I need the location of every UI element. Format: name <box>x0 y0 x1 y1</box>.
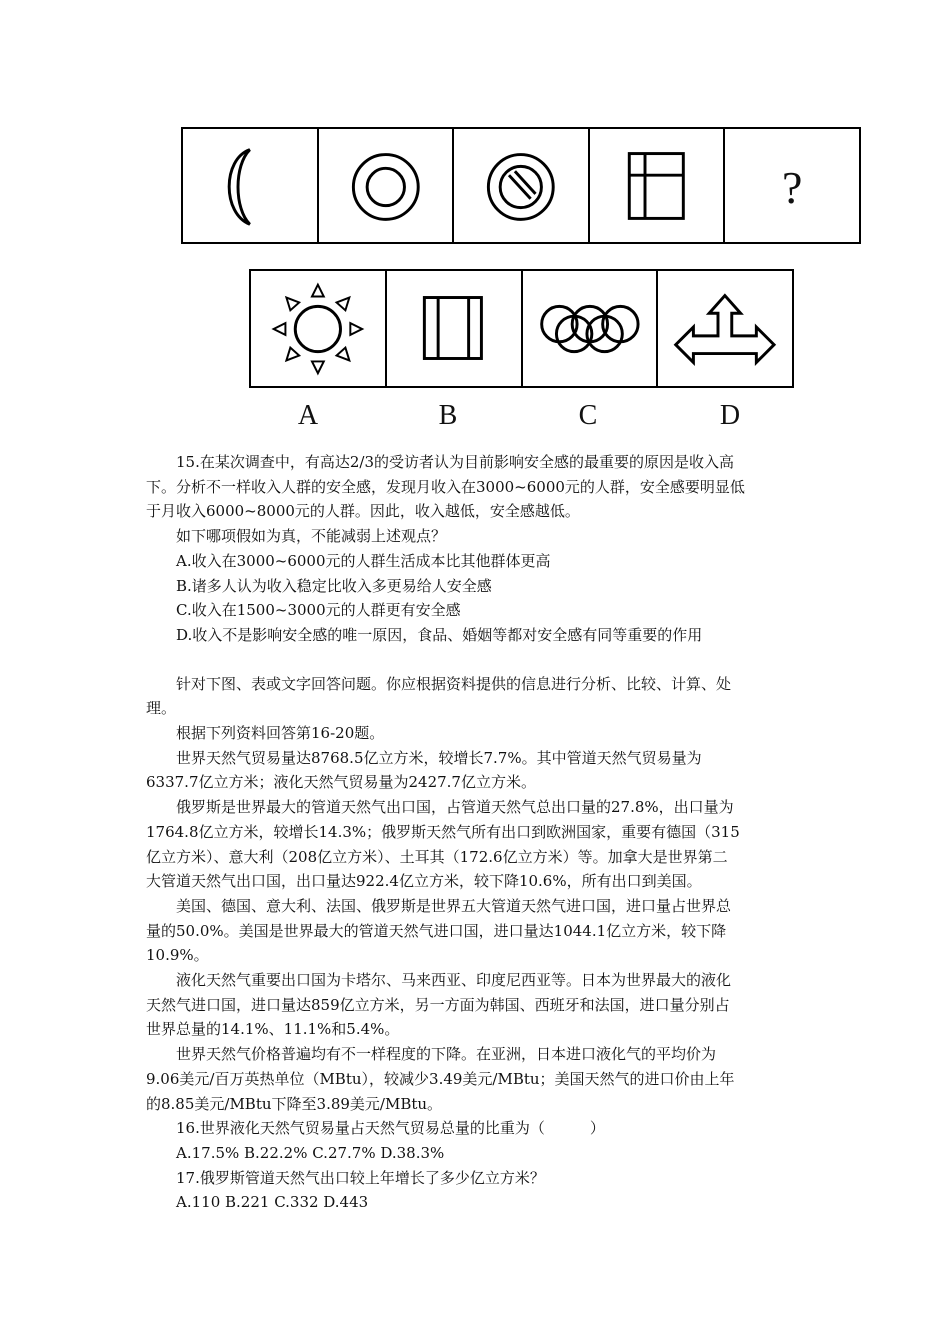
paragraph-line: 世界天然气价格普遍均有不一样程度的下降。在亚洲，日本进口液化气的平均价为 <box>176 1045 717 1064</box>
paragraph-line: 6337.7亿立方米；液化天然气贸易量为2427.7亿立方米。 <box>146 773 536 792</box>
option-label-c: C <box>578 400 598 431</box>
paragraph-line: 9.06美元/百万英热单位（MBtu），较减少3.49美元/MBtu；美国天然气的进口价由上年 <box>146 1069 735 1088</box>
q16-stem: 16.世界液化天然气贸易量占天然气贸易总量的比重为（ ） <box>176 1119 605 1138</box>
q15-prompt: 如下哪项假如为真，不能减弱上述观点？ <box>176 527 447 546</box>
section-instruction: 理。 <box>146 699 177 718</box>
paragraph-line: 液化天然气重要出口国为卡塔尔、马来西亚、印度尼西亚等。日本为世界最大的液化 <box>176 971 732 990</box>
concentric-circles-icon <box>319 129 453 242</box>
option-cell-c[interactable] <box>523 271 659 386</box>
vertical-bars-square-icon <box>387 271 521 386</box>
q15-stem-line: 于月收入6000~8000元的人群。因此，收入越低，安全感越低。 <box>146 502 580 521</box>
option-cell-b[interactable] <box>387 271 523 386</box>
section-instruction: 针对下图、表或文字回答问题。你应根据资料提供的信息进行分析、比较、计算、处 <box>176 674 732 693</box>
figure-cell-1 <box>183 129 319 242</box>
document-text <box>146 450 810 1215</box>
circle-with-slash-icon <box>454 129 588 242</box>
paragraph-line: 天然气进口国，进口量达859亿立方米，另一方面为韩国、西班牙和法国，进口量分别占 <box>146 995 730 1014</box>
figure-cell-3 <box>454 129 590 242</box>
paragraph-line: 大管道天然气出口国，出口量达922.4亿立方米，较下降10.6%，所有出口到美国。 <box>146 872 702 891</box>
q15-option-a: A.收入在3000~6000元的人群生活成本比其他群体更高 <box>176 551 551 570</box>
three-way-arrow-icon <box>658 271 792 386</box>
divided-square-icon <box>590 129 724 242</box>
section-intro: 根据下列资料回答第16-20题。 <box>176 724 385 743</box>
figure-cell-4 <box>590 129 726 242</box>
crescent-moon-icon <box>183 129 317 242</box>
answer-options-row <box>249 269 794 388</box>
figure-cell-2 <box>319 129 455 242</box>
option-label-a: A <box>297 400 319 431</box>
q15-stem-line: 15.在某次调查中，有高达2/3的受访者认为目前影响安全感的最重要的原因是收入高 <box>176 453 734 471</box>
option-label-b: B <box>438 400 458 431</box>
paragraph-line: 世界总量的14.1%、11.1%和5.4%。 <box>146 1020 400 1039</box>
paragraph-line: 美国、德国、意大利、法国、俄罗斯是世界五大管道天然气进口国，进口量占世界总 <box>176 896 732 915</box>
question-mark: ? <box>781 162 803 213</box>
paragraph-line: 世界天然气贸易量达8768.5亿立方米，较增长7.7%。其中管道天然气贸易量为 <box>176 748 702 767</box>
overlapping-circles-icon <box>523 271 657 386</box>
sun-icon <box>251 271 385 386</box>
q15-option-c: C.收入在1500~3000元的人群更有安全感 <box>176 601 461 620</box>
q15-option-b: B.诸多人认为收入稳定比收入多更易给人安全感 <box>176 576 492 595</box>
option-cell-d[interactable] <box>658 271 792 386</box>
q15-option-d: D.收入不是影响安全感的唯一原因，食品、婚姻等都对安全感有同等重要的作用 <box>176 625 703 644</box>
option-cell-a[interactable] <box>251 271 387 386</box>
q15-stem-line: 下。分析不一样收入人群的安全感，发现月收入在3000~6000元的人群，安全感要明显低 <box>146 477 745 496</box>
paragraph-line: 量的50.0%。美国是世界最大的管道天然气进口国，进口量达1044.1亿立方米，较下降 <box>146 921 727 940</box>
q17-stem: 17.俄罗斯管道天然气出口较上年增长了多少亿立方米？ <box>176 1168 545 1187</box>
paragraph-line: 1764.8亿立方米，较增长14.3%；俄罗斯天然气所有出口到欧洲国家，重要有德国（315 <box>146 822 740 841</box>
option-label-d: D <box>719 400 741 431</box>
paragraph-line: 亿立方米）、意大利（208亿立方米）、土耳其（172.6亿立方米）等。加拿大是世界第二 <box>146 847 728 866</box>
q17-options: A.110 B.221 C.332 D.443 <box>176 1193 369 1212</box>
figure-cell-5 <box>725 129 859 242</box>
paragraph-line: 俄罗斯是世界最大的管道天然气出口国，占管道天然气总出口量的27.8%，出口量为 <box>176 798 734 817</box>
figure-sequence-row <box>181 127 861 244</box>
paragraph-line: 10.9%。 <box>146 946 209 965</box>
q16-options: A.17.5% B.22.2% C.27.7% D.38.3% <box>176 1143 445 1162</box>
paragraph-line: 的8.85美元/MBtu下降至3.89美元/MBtu。 <box>146 1094 443 1113</box>
